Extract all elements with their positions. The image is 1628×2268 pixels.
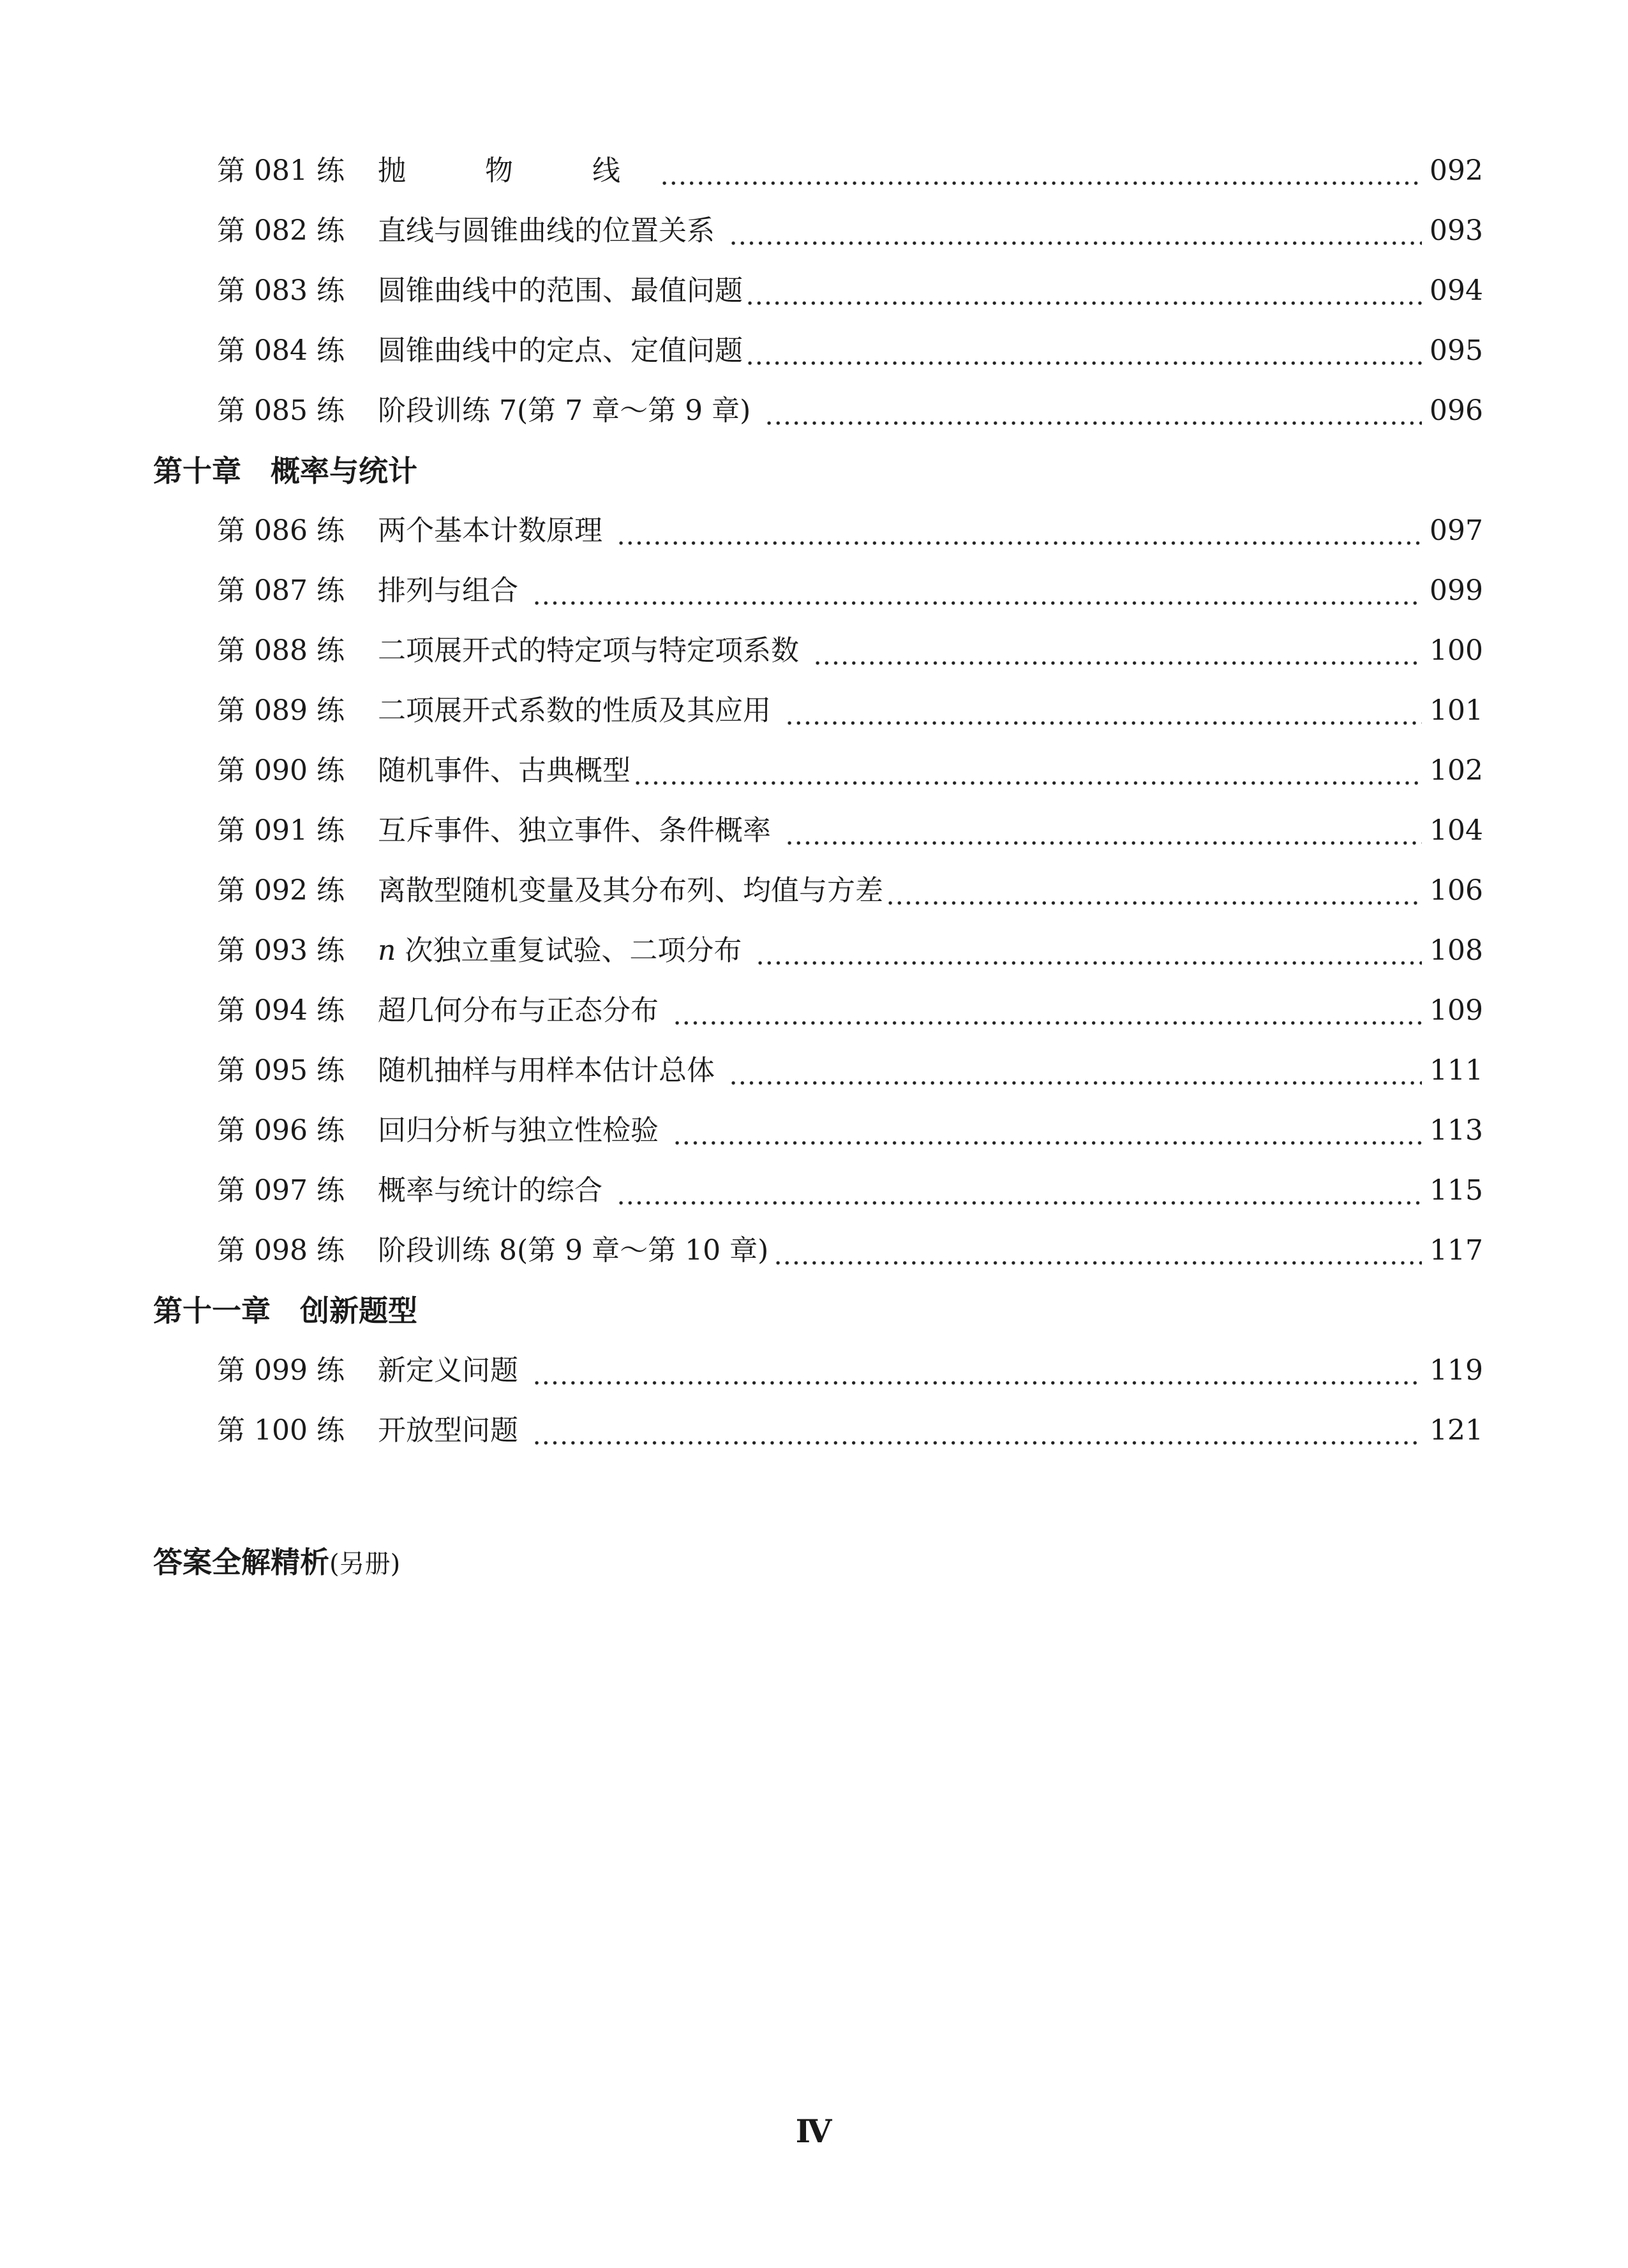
page-ref: 097 xyxy=(1430,514,1483,547)
lesson-number: 第 091 练 xyxy=(217,814,345,847)
lesson-title: 互斥事件、独立事件、条件概率 xyxy=(378,814,771,847)
page-ref: 094 xyxy=(1430,274,1483,307)
lesson-title: 抛 物 线 xyxy=(378,154,646,187)
lesson-title: 圆锥曲线中的范围、最值问题 xyxy=(378,274,743,307)
toc-entry[interactable] xyxy=(217,145,1481,197)
toc-entry[interactable] xyxy=(217,685,1481,736)
toc-entry[interactable] xyxy=(217,925,1481,976)
toc-entry[interactable] xyxy=(217,205,1481,257)
lesson-number: 第 100 练 xyxy=(217,1414,345,1447)
page-number: Ⅳ xyxy=(795,2112,832,2150)
page-ref: 115 xyxy=(1430,1174,1483,1207)
toc-entry[interactable] xyxy=(217,1045,1481,1096)
lesson-title: 阶段训练 8(第 9 章～第 10 章) xyxy=(378,1234,769,1267)
chapter-title: 概率与统计 xyxy=(271,454,417,488)
toc-entry[interactable] xyxy=(217,745,1481,796)
toc-entry[interactable] xyxy=(217,1345,1481,1396)
answers-label: 答案全解精析 xyxy=(153,1545,329,1579)
lesson-number: 第 088 练 xyxy=(217,634,345,667)
lesson-title: 开放型问题 xyxy=(378,1414,518,1447)
toc-entry[interactable] xyxy=(217,805,1481,856)
dot-leader xyxy=(532,565,1422,616)
dot-leader xyxy=(785,805,1422,856)
lesson-title: n 次独立重复试验、二项分布 xyxy=(378,934,742,967)
dot-leader xyxy=(813,625,1422,676)
lesson-number: 第 097 练 xyxy=(217,1174,345,1207)
page-ref: 101 xyxy=(1430,694,1483,727)
page-ref: 106 xyxy=(1430,874,1483,907)
toc-entry[interactable] xyxy=(217,325,1481,377)
dot-leader xyxy=(886,865,1422,916)
dot-leader xyxy=(765,385,1422,436)
lesson-title: 排列与组合 xyxy=(378,574,518,607)
answers-heading[interactable] xyxy=(153,1537,400,1588)
lesson-number: 第 089 练 xyxy=(217,694,345,727)
toc-entry[interactable] xyxy=(217,625,1481,676)
lesson-number: 第 082 练 xyxy=(217,214,345,247)
lesson-title: 二项展开式的特定项与特定项系数 xyxy=(378,634,799,667)
lesson-number: 第 095 练 xyxy=(217,1054,345,1087)
dot-leader xyxy=(729,205,1422,257)
lesson-number: 第 093 练 xyxy=(217,934,345,967)
lesson-title: 随机抽样与用样本估计总体 xyxy=(378,1054,715,1087)
page-ref: 100 xyxy=(1430,634,1483,667)
page-ref: 119 xyxy=(1430,1354,1483,1387)
chapter-heading xyxy=(153,445,417,496)
lesson-title: 概率与统计的综合 xyxy=(378,1174,602,1207)
dot-leader xyxy=(729,1045,1422,1096)
lesson-number: 第 092 练 xyxy=(217,874,345,907)
lesson-number: 第 084 练 xyxy=(217,334,345,367)
page-ref: 093 xyxy=(1430,214,1483,247)
page-ref: 121 xyxy=(1430,1414,1483,1447)
toc-entry[interactable] xyxy=(217,1225,1481,1276)
lesson-number: 第 087 练 xyxy=(217,574,345,607)
toc-entry[interactable] xyxy=(217,385,1481,436)
page-ref: 096 xyxy=(1430,394,1483,427)
page-ref: 104 xyxy=(1430,814,1483,847)
page-ref: 092 xyxy=(1430,154,1483,187)
dot-leader xyxy=(673,1105,1422,1156)
dot-leader xyxy=(532,1345,1422,1396)
answers-note: (另册) xyxy=(329,1549,401,1579)
dot-leader xyxy=(633,745,1422,796)
lesson-number: 第 096 练 xyxy=(217,1114,345,1147)
lesson-title: 圆锥曲线中的定点、定值问题 xyxy=(378,334,743,367)
toc-entry[interactable] xyxy=(217,505,1481,556)
dot-leader xyxy=(616,505,1422,556)
dot-leader xyxy=(745,325,1422,377)
dot-leader xyxy=(745,265,1422,317)
chapter-heading xyxy=(153,1285,417,1336)
lesson-number: 第 094 练 xyxy=(217,994,345,1027)
chapter-number: 第十章 xyxy=(153,454,241,488)
page-ref: 117 xyxy=(1430,1234,1483,1267)
lesson-title: 二项展开式系数的性质及其应用 xyxy=(378,694,771,727)
toc-entry[interactable] xyxy=(217,565,1481,616)
lesson-title: 离散型随机变量及其分布列、均值与方差 xyxy=(378,874,883,907)
lesson-title: 两个基本计数原理 xyxy=(378,514,602,547)
toc-entry[interactable] xyxy=(217,1405,1481,1456)
dot-leader xyxy=(673,985,1422,1036)
lesson-number: 第 085 练 xyxy=(217,394,345,427)
dot-leader xyxy=(660,145,1422,197)
toc-entry[interactable] xyxy=(217,265,1481,317)
page-ref: 108 xyxy=(1430,934,1483,967)
chapter-number: 第十一章 xyxy=(153,1294,271,1328)
dot-leader xyxy=(616,1165,1422,1216)
page-ref: 113 xyxy=(1430,1114,1483,1147)
lesson-number: 第 081 练 xyxy=(217,154,345,187)
page-ref: 102 xyxy=(1430,754,1483,787)
lesson-number: 第 086 练 xyxy=(217,514,345,547)
dot-leader xyxy=(785,685,1422,736)
dot-leader xyxy=(756,925,1422,976)
lesson-title: 回归分析与独立性检验 xyxy=(378,1114,659,1147)
toc-entry[interactable] xyxy=(217,1165,1481,1216)
dot-leader xyxy=(773,1225,1422,1276)
lesson-title: 新定义问题 xyxy=(378,1354,518,1387)
lesson-title: 超几何分布与正态分布 xyxy=(378,994,659,1027)
lesson-number: 第 083 练 xyxy=(217,274,345,307)
lesson-number: 第 098 练 xyxy=(217,1234,345,1267)
lesson-number: 第 099 练 xyxy=(217,1354,345,1387)
toc-entry[interactable] xyxy=(217,1105,1481,1156)
dot-leader xyxy=(532,1405,1422,1456)
lesson-title: 阶段训练 7(第 7 章～第 9 章) xyxy=(378,394,751,427)
lesson-title: 随机事件、古典概型 xyxy=(378,754,631,787)
lesson-title: 直线与圆锥曲线的位置关系 xyxy=(378,214,715,247)
page-ref: 109 xyxy=(1430,994,1483,1027)
lesson-number: 第 090 练 xyxy=(217,754,345,787)
page-ref: 095 xyxy=(1430,334,1483,367)
toc-entry[interactable] xyxy=(217,865,1481,916)
page-ref: 099 xyxy=(1430,574,1483,607)
variable-n: n xyxy=(378,934,396,967)
page-ref: 111 xyxy=(1430,1054,1483,1087)
chapter-title: 创新题型 xyxy=(300,1294,417,1328)
toc-entry[interactable] xyxy=(217,985,1481,1036)
